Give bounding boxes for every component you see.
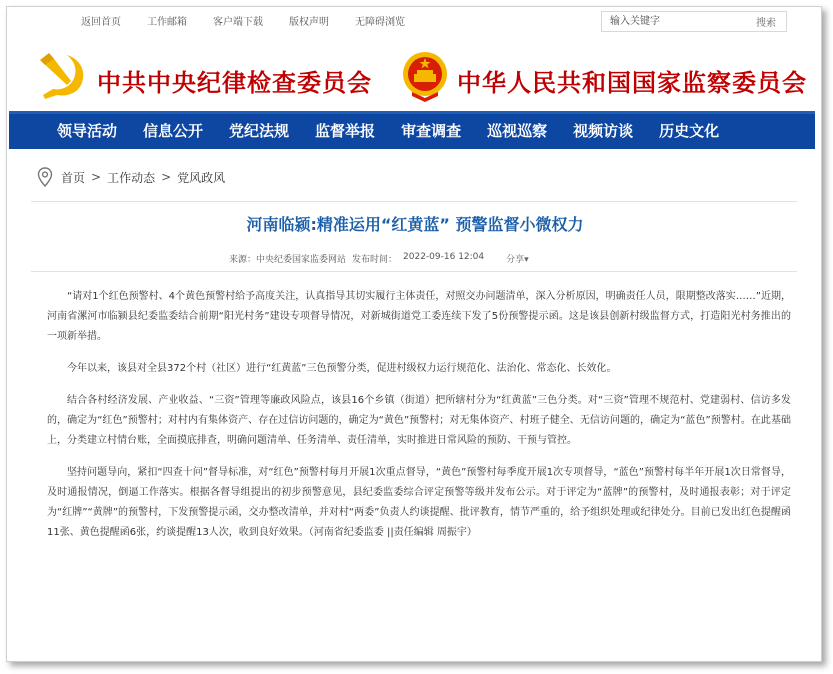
breadcrumb-home[interactable]: 首页 <box>61 170 86 185</box>
article-paragraph: 结合各村经济发展、产业收益、“三资”管理等廉政风险点，该县16个乡镇（街道）把所辖村分为“红黄蓝”三色分类。对“三资”管理不规范村、党建弱村、信访多发的，确定为“红色”预警村；对村内有集体资产、存在过信访问题的，确定为“黄色”预警村；对无集体资产、村班子健全、无信访问题的，确定为“蓝色”预警村。在此基础上，分类建立村情台账，全面摸底排查，明确问题清单、任务清单、责任清单，实时推进日常风险的预防、干预与管控。 <box>47 395 791 446</box>
nav-item-video[interactable]: 视频访谈 <box>573 122 634 140</box>
article-meta <box>229 252 535 265</box>
main-nav <box>9 111 815 149</box>
nav-item-leaders[interactable]: 领导活动 <box>57 122 118 140</box>
divider <box>31 201 797 202</box>
top-link-home[interactable]: 返回首页 <box>81 17 121 28</box>
share-dropdown[interactable]: 分享▾ <box>506 255 529 265</box>
nav-item-inspection[interactable]: 巡视巡察 <box>487 122 548 140</box>
article-date: 2022-09-16 12:04 <box>403 252 485 262</box>
top-link-copyright[interactable]: 版权声明 <box>289 17 329 28</box>
site-title-ncs: 中华人民共和国国家监察委员会 <box>457 68 807 97</box>
search-button[interactable]: 搜索 <box>756 18 776 29</box>
search-input[interactable] <box>602 12 712 31</box>
search-box <box>601 11 787 32</box>
page-frame <box>6 6 822 662</box>
article-date-label: 发布时间： <box>352 255 398 265</box>
top-link-download[interactable]: 客户端下载 <box>213 17 263 28</box>
top-bar <box>7 7 821 41</box>
article-paragraph: “请对1个红色预警村、4个黄色预警村给予高度关注，认真指导其切实履行主体责任，对照交办问题清单，深入分析原因，明确责任人员，限期整改落实……”近期，河南省漯河市临颍县纪委监委结合前期“阳光村务”建设专项督导情况，对新城街道党工委连续下发了5份预警提示函。这是该县创新村级监督方式，打造阳光村务推出的一项新举措。 <box>47 291 791 342</box>
article-paragraph: 今年以来，该县对全县372个村（社区）进行“红黄蓝”三色预警分类，促进村级权力运行规范化、法治化、常态化、长效化。 <box>67 363 617 374</box>
top-link-email[interactable]: 工作邮箱 <box>147 17 187 28</box>
nav-item-report[interactable]: 监督举报 <box>315 122 376 140</box>
site-title-ccdi: 中共中央纪律检查委员会 <box>97 68 372 97</box>
article-source: 来源：中央纪委国家监委网站 <box>229 255 347 265</box>
article-paragraph: 坚持问题导向，紧扣“四查十问”督导标准，对“红色”预警村每月开展1次重点督导，“黄色”预警村每季度开展1次专项督导，“蓝色”预警村每半年开展1次日常督导，及时通报情况，倒逼工作落实。根据各督导组提出的初步预警意见，县纪委监委综合评定预警等级并发布公示。对于评定为“蓝牌”的预警村，及时通报表彰；对于评定为“红牌”“黄牌”的预警村，下发预警提示函，交办整改清单，并对村“两委”负责人约谈提醒、批评教育，情节严重的，给予组织处理或纪律处分。目前已发出红色提醒函11张、黄色提醒函6张，约谈提醒13人次，收到良好效果。（河南省纪委监委 ||责任编辑 周振宇） <box>47 467 792 538</box>
breadcrumb-separator: > <box>91 170 102 184</box>
top-links <box>81 13 431 28</box>
divider <box>31 271 797 272</box>
party-emblem-icon <box>37 51 89 101</box>
nav-item-regulations[interactable]: 党纪法规 <box>229 122 290 140</box>
nav-item-history[interactable]: 历史文化 <box>659 122 720 140</box>
article-body <box>47 287 791 555</box>
breadcrumb-work-news[interactable]: 工作动态 <box>107 170 156 185</box>
nav-item-info[interactable]: 信息公开 <box>143 122 204 140</box>
top-link-accessibility[interactable]: 无障碍浏览 <box>355 17 405 28</box>
nav-item-investigation[interactable]: 审查调查 <box>401 122 462 140</box>
article-title: 河南临颍:精准运用“红黄蓝” 预警监督小微权力 <box>246 215 584 234</box>
breadcrumb-conduct[interactable]: 党风政风 <box>177 170 226 185</box>
location-pin-icon <box>37 167 53 187</box>
national-emblem-icon <box>400 48 450 104</box>
site-header <box>7 41 821 111</box>
breadcrumb-separator: > <box>161 170 172 184</box>
breadcrumb <box>37 167 225 187</box>
